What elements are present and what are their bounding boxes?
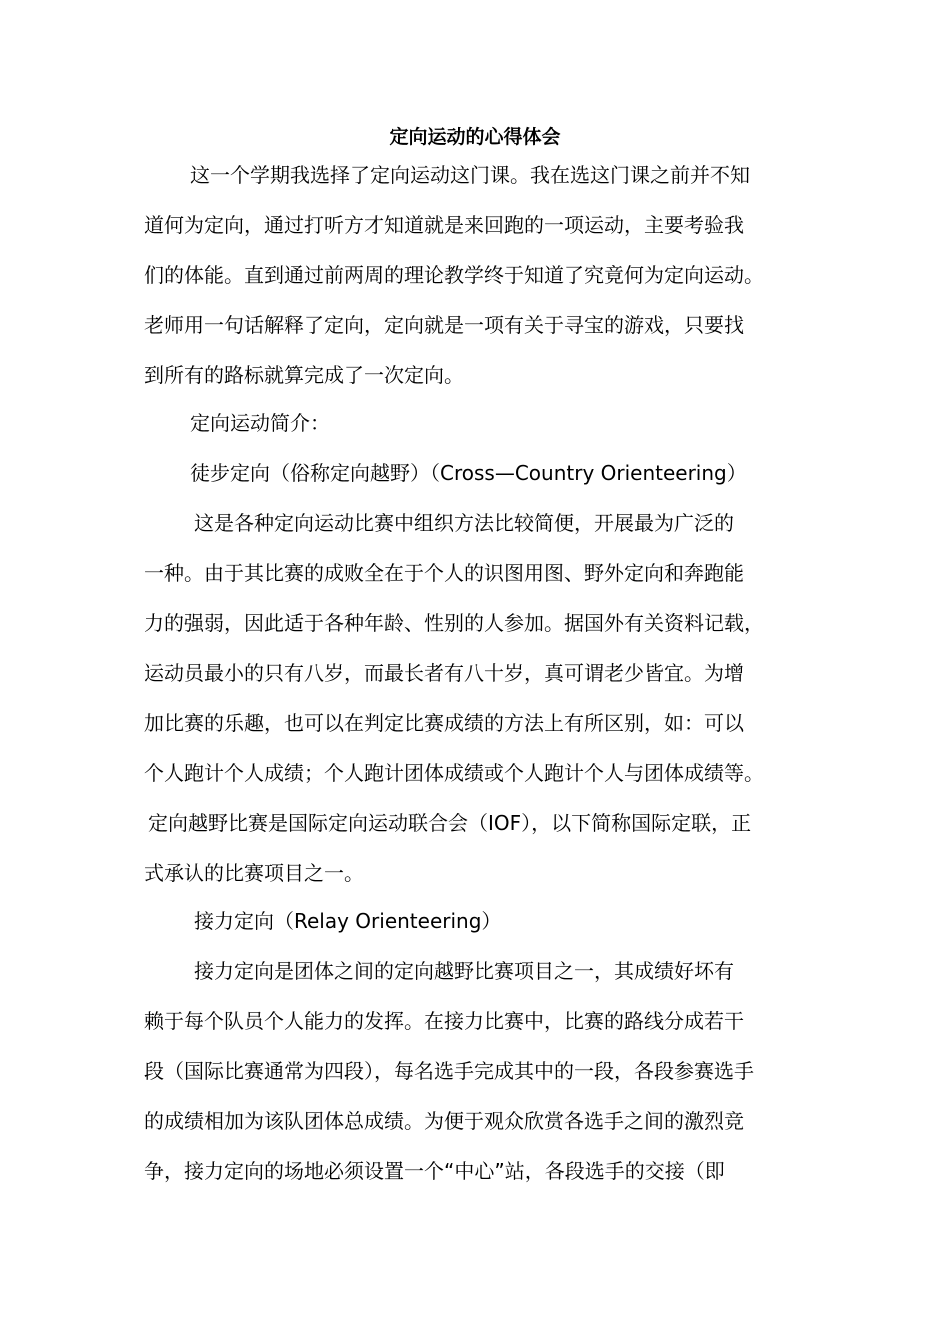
paragraph-line: 定向越野比赛是国际定向运动联合会（IOF），以下简称国际定联，正: [148, 811, 752, 835]
section-heading: 定向运动简介：: [190, 411, 330, 435]
paragraph-line: 加比赛的乐趣，也可以在判定比赛成绩的方法上有所区别，如：可以: [144, 711, 744, 735]
paragraph-line: 运动员最小的只有八岁，而最长者有八十岁，真可谓老少皆宜。为增: [144, 661, 744, 685]
paragraph-line: 段（国际比赛通常为四段），每名选手完成其中的一段，各段参赛选手: [144, 1059, 754, 1083]
paragraph-line: 到所有的路标就算完成了一次定向。: [144, 363, 464, 387]
paragraph-line: 的成绩相加为该队团体总成绩。为便于观众欣赏各选手之间的激烈竞: [144, 1109, 744, 1133]
paragraph-line: 老师用一句话解释了定向，定向就是一项有关于寻宝的游戏，只要找: [144, 313, 744, 337]
section-heading: 接力定向（Relay Orienteering）: [194, 909, 502, 933]
document-title: 定向运动的心得体会: [389, 126, 561, 148]
paragraph-line: 一种。由于其比赛的成败全在于个人的识图用图、野外定向和奔跑能: [144, 561, 744, 585]
paragraph-line: 们的体能。直到通过前两周的理论教学终于知道了究竟何为定向运动。: [144, 263, 764, 287]
paragraph-line: 这是各种定向运动比赛中组织方法比较简便，开展最为广泛的: [194, 511, 734, 535]
paragraph-line: 个人跑计个人成绩；个人跑计团体成绩或个人跑计个人与团体成绩等。: [144, 761, 764, 785]
paragraph-line: 赖于每个队员个人能力的发挥。在接力比赛中，比赛的路线分成若干: [144, 1009, 744, 1033]
paragraph-line: 道何为定向，通过打听方才知道就是来回跑的一项运动，主要考验我: [144, 213, 744, 237]
paragraph-line: 接力定向是团体之间的定向越野比赛项目之一，其成绩好坏有: [194, 959, 734, 983]
paragraph-line: 力的强弱，因此适于各种年龄、性别的人参加。据国外有关资料记载，: [144, 611, 764, 635]
section-heading: 徒步定向（俗称定向越野）（Cross—Country Orienteering）: [190, 461, 747, 485]
paragraph-line: 式承认的比赛项目之一。: [144, 861, 364, 885]
paragraph-line: 这一个学期我选择了定向运动这门课。我在选这门课之前并不知: [190, 163, 750, 187]
paragraph-line: 争，接力定向的场地必须设置一个“中心”站，各段选手的交接（即: [144, 1159, 725, 1183]
